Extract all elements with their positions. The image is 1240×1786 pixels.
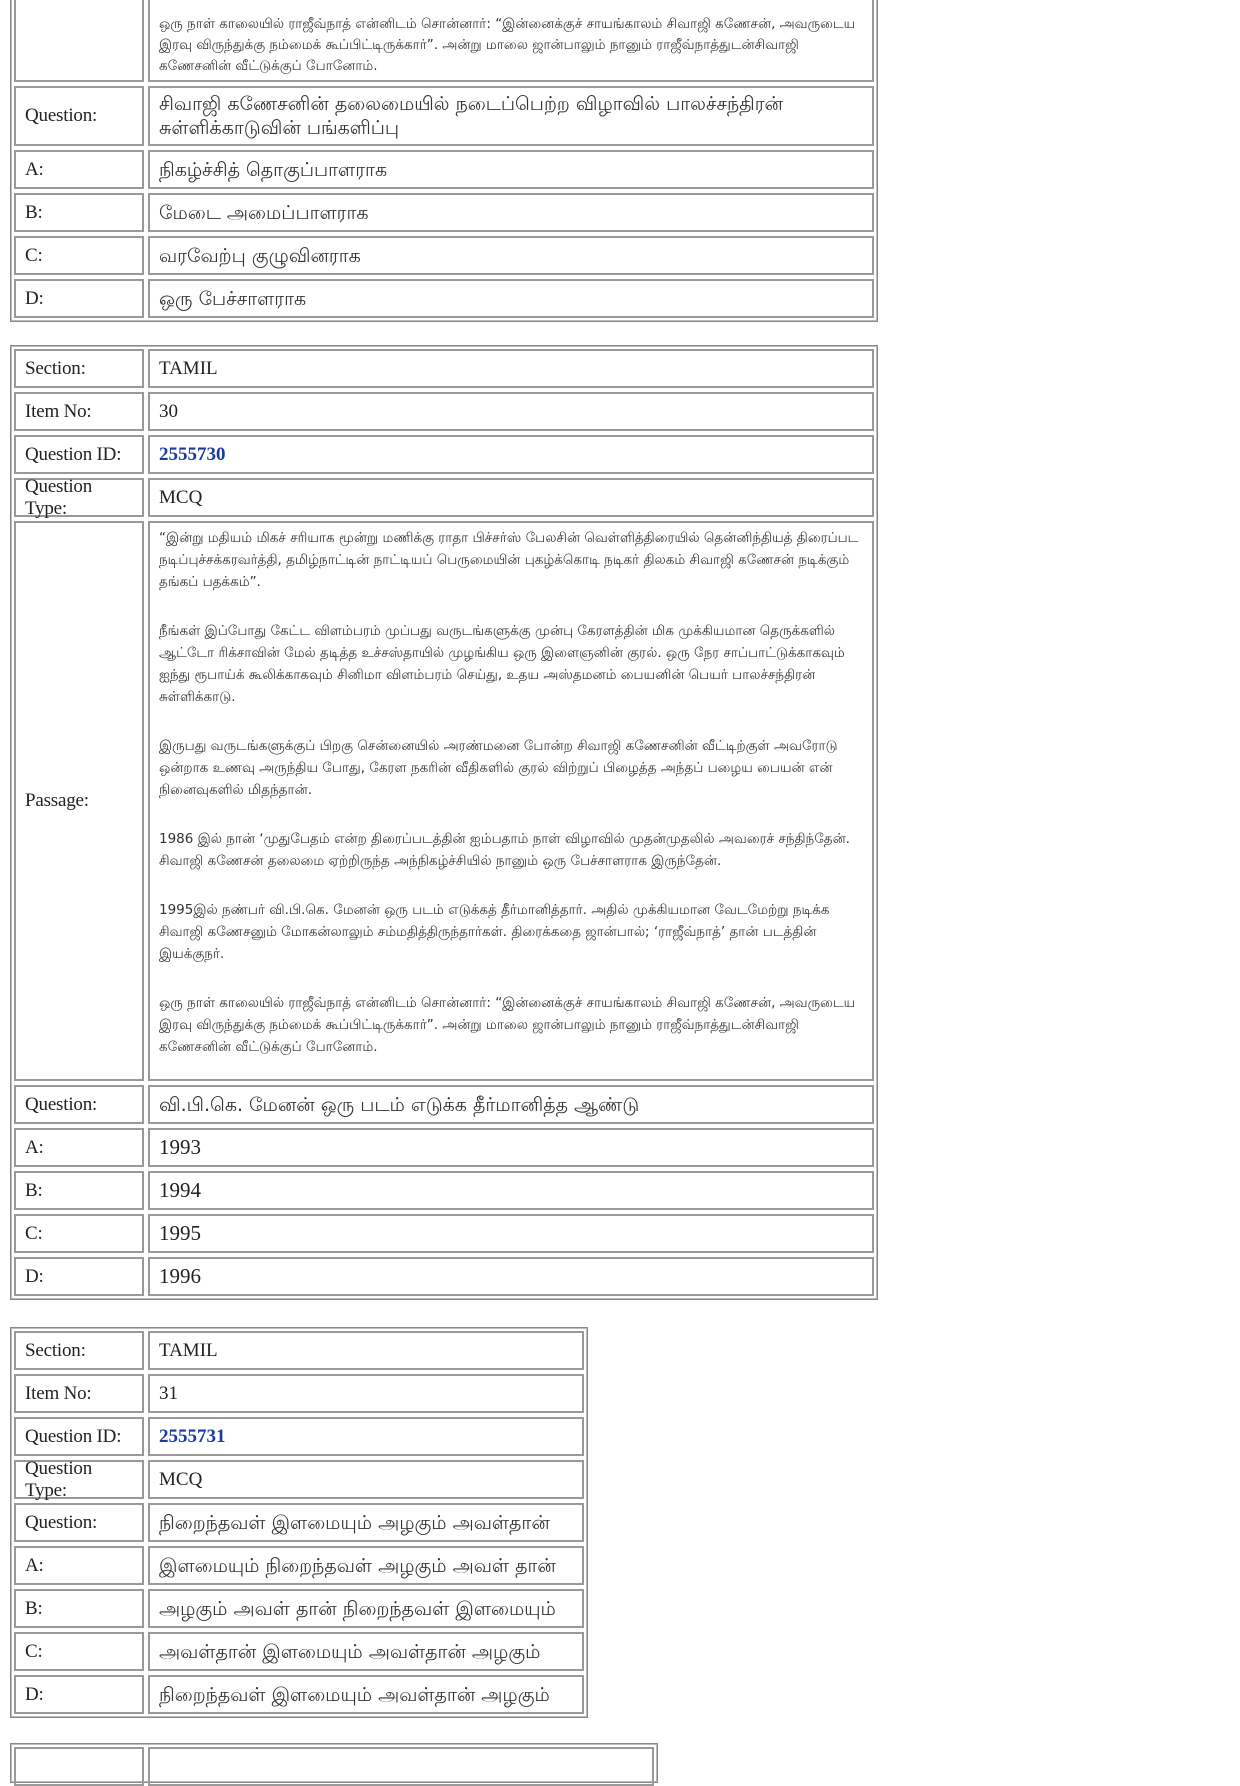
- question-id-value: 2555731: [148, 1417, 584, 1456]
- option-a-row: [14, 150, 874, 189]
- option-c-text: 1995: [148, 1214, 874, 1253]
- passage-label: [14, 0, 144, 82]
- option-c-text: அவள்தான் இளமையும் அவள்தான் அழகும்: [148, 1632, 584, 1671]
- section-row: [14, 349, 874, 388]
- option-d-text: நிறைந்தவள் இளமையும் அவள்தான் அழகும்: [148, 1675, 584, 1714]
- option-a-text: 1993: [148, 1128, 874, 1167]
- section-value: TAMIL: [148, 1331, 584, 1370]
- option-a-label: A:: [14, 150, 144, 189]
- option-c-text: வரவேற்பு குழுவினராக: [148, 236, 874, 275]
- item-no-row: [14, 392, 874, 431]
- option-b-text: 1994: [148, 1171, 874, 1210]
- item-no-value: 30: [148, 392, 874, 431]
- question-id-row: [14, 1417, 584, 1456]
- option-a-label: A:: [14, 1546, 144, 1585]
- passage-paragraph: “இன்று மதியம் மிகச் சரியாக மூன்று மணிக்கு ராதா பிச்சர்ஸ் பேலசின் வெள்ளித்திரையில் தென்னிந்தியத் திரைப்பட நடிப்புச்சக்கரவர்த்தி, தமிழ்நாட்டின் நாட்டியப் பெருமையின் புகழ்க்கொடி நடிகர் திலகம் சிவாஜி கணேசன் நடிக்கும் தங்கப் பதக்கம்”.: [159, 530, 859, 590]
- question-text: நிறைந்தவள் இளமையும் அழகும் அவள்தான்: [148, 1503, 584, 1542]
- option-d-text: 1996: [148, 1257, 874, 1296]
- option-a-row: [14, 1128, 874, 1167]
- option-d-label: D:: [14, 279, 144, 318]
- option-a-label: A:: [14, 1128, 144, 1167]
- option-a-text: இளமையும் நிறைந்தவள் அழகும் அவள் தான்: [148, 1546, 584, 1585]
- question-label: Question:: [14, 86, 144, 146]
- option-c-label: C:: [14, 236, 144, 275]
- question-id-row: [14, 435, 874, 474]
- section-label: Section:: [14, 1331, 144, 1370]
- option-a-text: நிகழ்ச்சித் தொகுப்பாளராக: [148, 150, 874, 189]
- question-id-label: Question ID:: [14, 435, 144, 474]
- section-row: [14, 1747, 654, 1786]
- question-row: [14, 86, 874, 146]
- passage-row: [14, 521, 874, 1081]
- option-a-row: [14, 1546, 584, 1585]
- option-d-row: [14, 1675, 584, 1714]
- option-c-row: [14, 1214, 874, 1253]
- option-b-row: [14, 1171, 874, 1210]
- passage-text: [148, 521, 874, 1081]
- question-type-value: MCQ: [148, 478, 874, 517]
- question-id-value: 2555730: [148, 435, 874, 474]
- passage-paragraph: இருபது வருடங்களுக்குப் பிறகு சென்னையில் அரண்மனை போன்ற சிவாஜி கணேசனின் வீட்டிற்குள் அவரோடு ஒன்றாக உணவு அருந்திய போது, கேரள நகரின் வீதிகளில் குரல் விற்றுப் பிழைத்த அந்தப் பழைய பையன் என் நினைவுகளில் மிதந்தான்.: [159, 738, 838, 798]
- option-b-text: மேடை அமைப்பாளராக: [148, 193, 874, 232]
- option-b-row: [14, 1589, 584, 1628]
- passage-tail: ஒரு நாள் காலையில் ராஜீவ்நாத் என்னிடம் சொன்னார்: “இன்னைக்குச் சாயங்காலம் சிவாஜி கணேசன், அவருடைய இரவு விருந்துக்கு நம்மைக் கூப்பிட்டிருக்கார்”. அன்று மாலை ஜான்பாலும் நானும் ராஜீவ்நாத்துடன்சிவாஜி கணேசனின் வீட்டுக்குப் போனோம்.: [148, 0, 874, 82]
- section-label: Section:: [14, 349, 144, 388]
- option-b-text: அழகும் அவள் தான் நிறைந்தவள் இளமையும்: [148, 1589, 584, 1628]
- question-type-row: [14, 475, 874, 519]
- question-block-30: [10, 345, 878, 1300]
- option-b-label: B:: [14, 1171, 144, 1210]
- passage-paragraph: நீங்கள் இப்போது கேட்ட விளம்பரம் முப்பது வருடங்களுக்கு முன்பு கேரளத்தின் மிக முக்கியமான தெருக்களில் ஆட்டோ ரிக்சாவின் மேல் தடித்த உச்சஸ்தாயில் முழங்கிய ஒரு இளைஞனின் குரல். ஒரு நேர சாப்பாட்டுக்காகவும் ஐந்து ரூபாய்க் கூலிக்காகவும் சினிமா விளம்பரம் செய்து, உதய அஸ்தமனம் பையனின் பெயர் பாலச்சந்திரன் சுள்ளிக்காடு.: [159, 623, 845, 705]
- section-value: [148, 1747, 654, 1786]
- passage-paragraph: 1995இல் நண்பர் வி.பி.கெ. மேனன் ஒரு படம் எடுக்கத் தீர்மானித்தார். அதில் முக்கியமான வேடமேற்று நடிக்க சிவாஜி கணேசனும் மோகன்லாலும் சம்மதித்திருந்தார்கள். திரைக்கதை ஜான்பால்; ‘ராஜீவ்நாத்’ தான் படத்தின் இயக்குநர்.: [159, 902, 830, 962]
- question-row: [14, 1085, 874, 1124]
- question-block-29: [10, 0, 878, 322]
- passage-row: [14, 0, 874, 82]
- option-c-row: [14, 1632, 584, 1671]
- item-no-row: [14, 1374, 584, 1413]
- question-label: Question:: [14, 1085, 144, 1124]
- section-value: TAMIL: [148, 349, 874, 388]
- option-b-label: B:: [14, 1589, 144, 1628]
- section-label: [14, 1747, 144, 1786]
- option-d-label: D:: [14, 1257, 144, 1296]
- option-d-text: ஒரு பேச்சாளராக: [148, 279, 874, 318]
- passage-paragraph: 1986 இல் நான் ‘முதுபேதம் என்ற திரைப்படத்தின் ஐம்பதாம் நாள் விழாவில் முதன்முதலில் அவரைச் சந்திந்தேன். சிவாஜி கணேசன் தலைமை ஏற்றிருந்த அந்நிகழ்ச்சியில் நானும் ஒரு பேச்சாளராக இருந்தேன்.: [159, 831, 850, 869]
- option-c-row: [14, 236, 874, 275]
- option-b-row: [14, 193, 874, 232]
- question-type-row: [14, 1457, 584, 1501]
- option-c-label: C:: [14, 1214, 144, 1253]
- option-d-row: [14, 279, 874, 318]
- question-text: வி.பி.கெ. மேனன் ஒரு படம் எடுக்க தீர்மானித்த ஆண்டு: [148, 1085, 874, 1124]
- item-no-label: Item No:: [14, 1374, 144, 1413]
- question-row: [14, 1503, 584, 1542]
- option-d-label: D:: [14, 1675, 144, 1714]
- question-type-label: Question Type:: [14, 478, 144, 517]
- item-no-label: Item No:: [14, 392, 144, 431]
- section-row: [14, 1331, 584, 1370]
- passage-label: Passage:: [14, 521, 144, 1081]
- option-c-label: C:: [14, 1632, 144, 1671]
- question-id-label: Question ID:: [14, 1417, 144, 1456]
- item-no-value: 31: [148, 1374, 584, 1413]
- question-block-31: [10, 1327, 588, 1718]
- question-block-32: [10, 1743, 658, 1783]
- option-b-label: B:: [14, 193, 144, 232]
- passage-paragraph: ஒரு நாள் காலையில் ராஜீவ்நாத் என்னிடம் சொன்னார்: “இன்னைக்குச் சாயங்காலம் சிவாஜி கணேசன், அவருடைய இரவு விருந்துக்கு நம்மைக் கூப்பிட்டிருக்கார்”. அன்று மாலை ஜான்பாலும் நானும் ராஜீவ்நாத்துடன்சிவாஜி கணேசனின் வீட்டுக்குப் போனோம்.: [159, 995, 856, 1055]
- question-text: சிவாஜி கணேசனின் தலைமையில் நடைப்பெற்ற விழாவில் பாலச்சந்திரன் சுள்ளிக்காடுவின் பங்களிப்பு: [148, 86, 874, 146]
- question-label: Question:: [14, 1503, 144, 1542]
- question-type-label: Question Type:: [14, 1460, 144, 1499]
- question-type-value: MCQ: [148, 1460, 584, 1499]
- option-d-row: [14, 1257, 874, 1296]
